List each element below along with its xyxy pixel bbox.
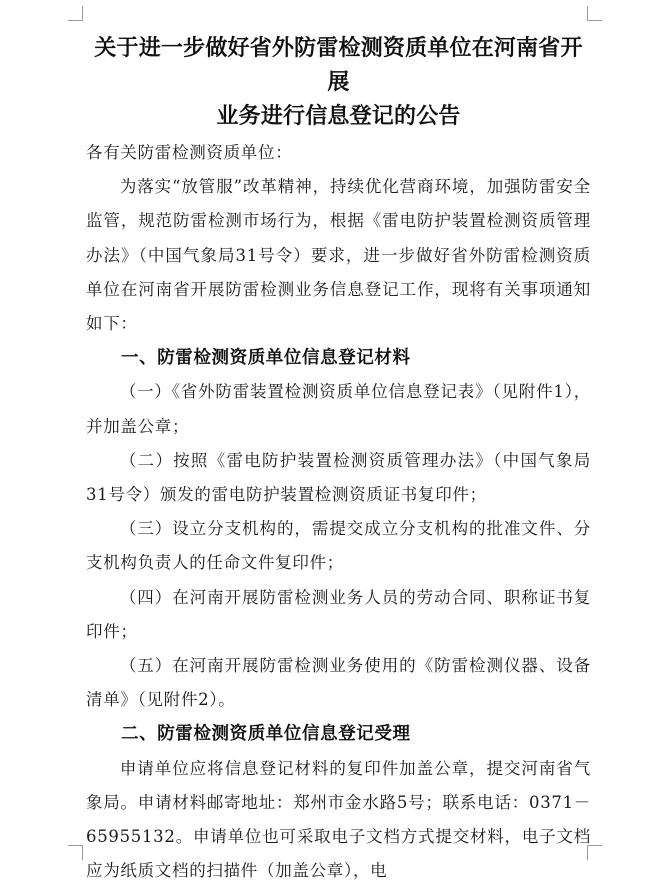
document-page (86, 0, 591, 888)
crop-mark-top-left (68, 6, 83, 21)
crop-mark-bottom-left (68, 845, 83, 860)
document-title (86, 32, 591, 134)
intro-paragraph: 为落实“放管服”改革精神，持续优化营商环境，加强防雷安全监管，规范防雷检测市场行为，根据《雷电防护装置检测资质管理办法》（中国气象局31号令）要求，进一步做好省外防雷检测资质单位在河南省开展防雷检测业务信息登记工作，现将有关事项通知如下： (86, 177, 591, 334)
section-1-item-5: （五）在河南开展防雷检测业务使用的《防雷检测仪器、设备清单》（见附件2）。 (86, 656, 591, 710)
section-2-heading: 二、防雷检测资质单位信息登记受理 (121, 724, 411, 745)
salutation: 各有关防雷检测资质单位： (86, 143, 293, 162)
title-line-1: 关于进一步做好省外防雷检测资质单位在河南省开展 (94, 36, 583, 95)
section-1-heading: 一、防雷检测资质单位信息登记材料 (121, 348, 411, 369)
title-line-2: 业务进行信息登记的公告 (216, 104, 461, 129)
section-1-item-4: （四）在河南开展防雷检测业务人员的劳动合同、职称证书复印件； (86, 587, 591, 641)
section-1-item-1: （一）《省外防雷装置检测资质单位信息登记表》（见附件1），并加盖公章； (86, 382, 591, 436)
section-1-item-2: （二）按照《雷电防护装置检测资质管理办法》（中国气象局31号令）颁发的雷电防护装置检测资质证书复印件； (86, 450, 591, 505)
section-2-body: 申请单位应将信息登记材料的复印件加盖公章，提交河南省气象局。申请材料邮寄地址：郑州市金水路5号；联系电话：0371－65955132。申请单位也可采取电子文档方式提交材料，电子文档应为纸质文档的扫描件（加盖公章），电 (86, 758, 591, 881)
section-1-item-3: （三）设立分支机构的，需提交成立分支机构的批准文件、分支机构负责人的任命文件复印件； (86, 519, 591, 573)
